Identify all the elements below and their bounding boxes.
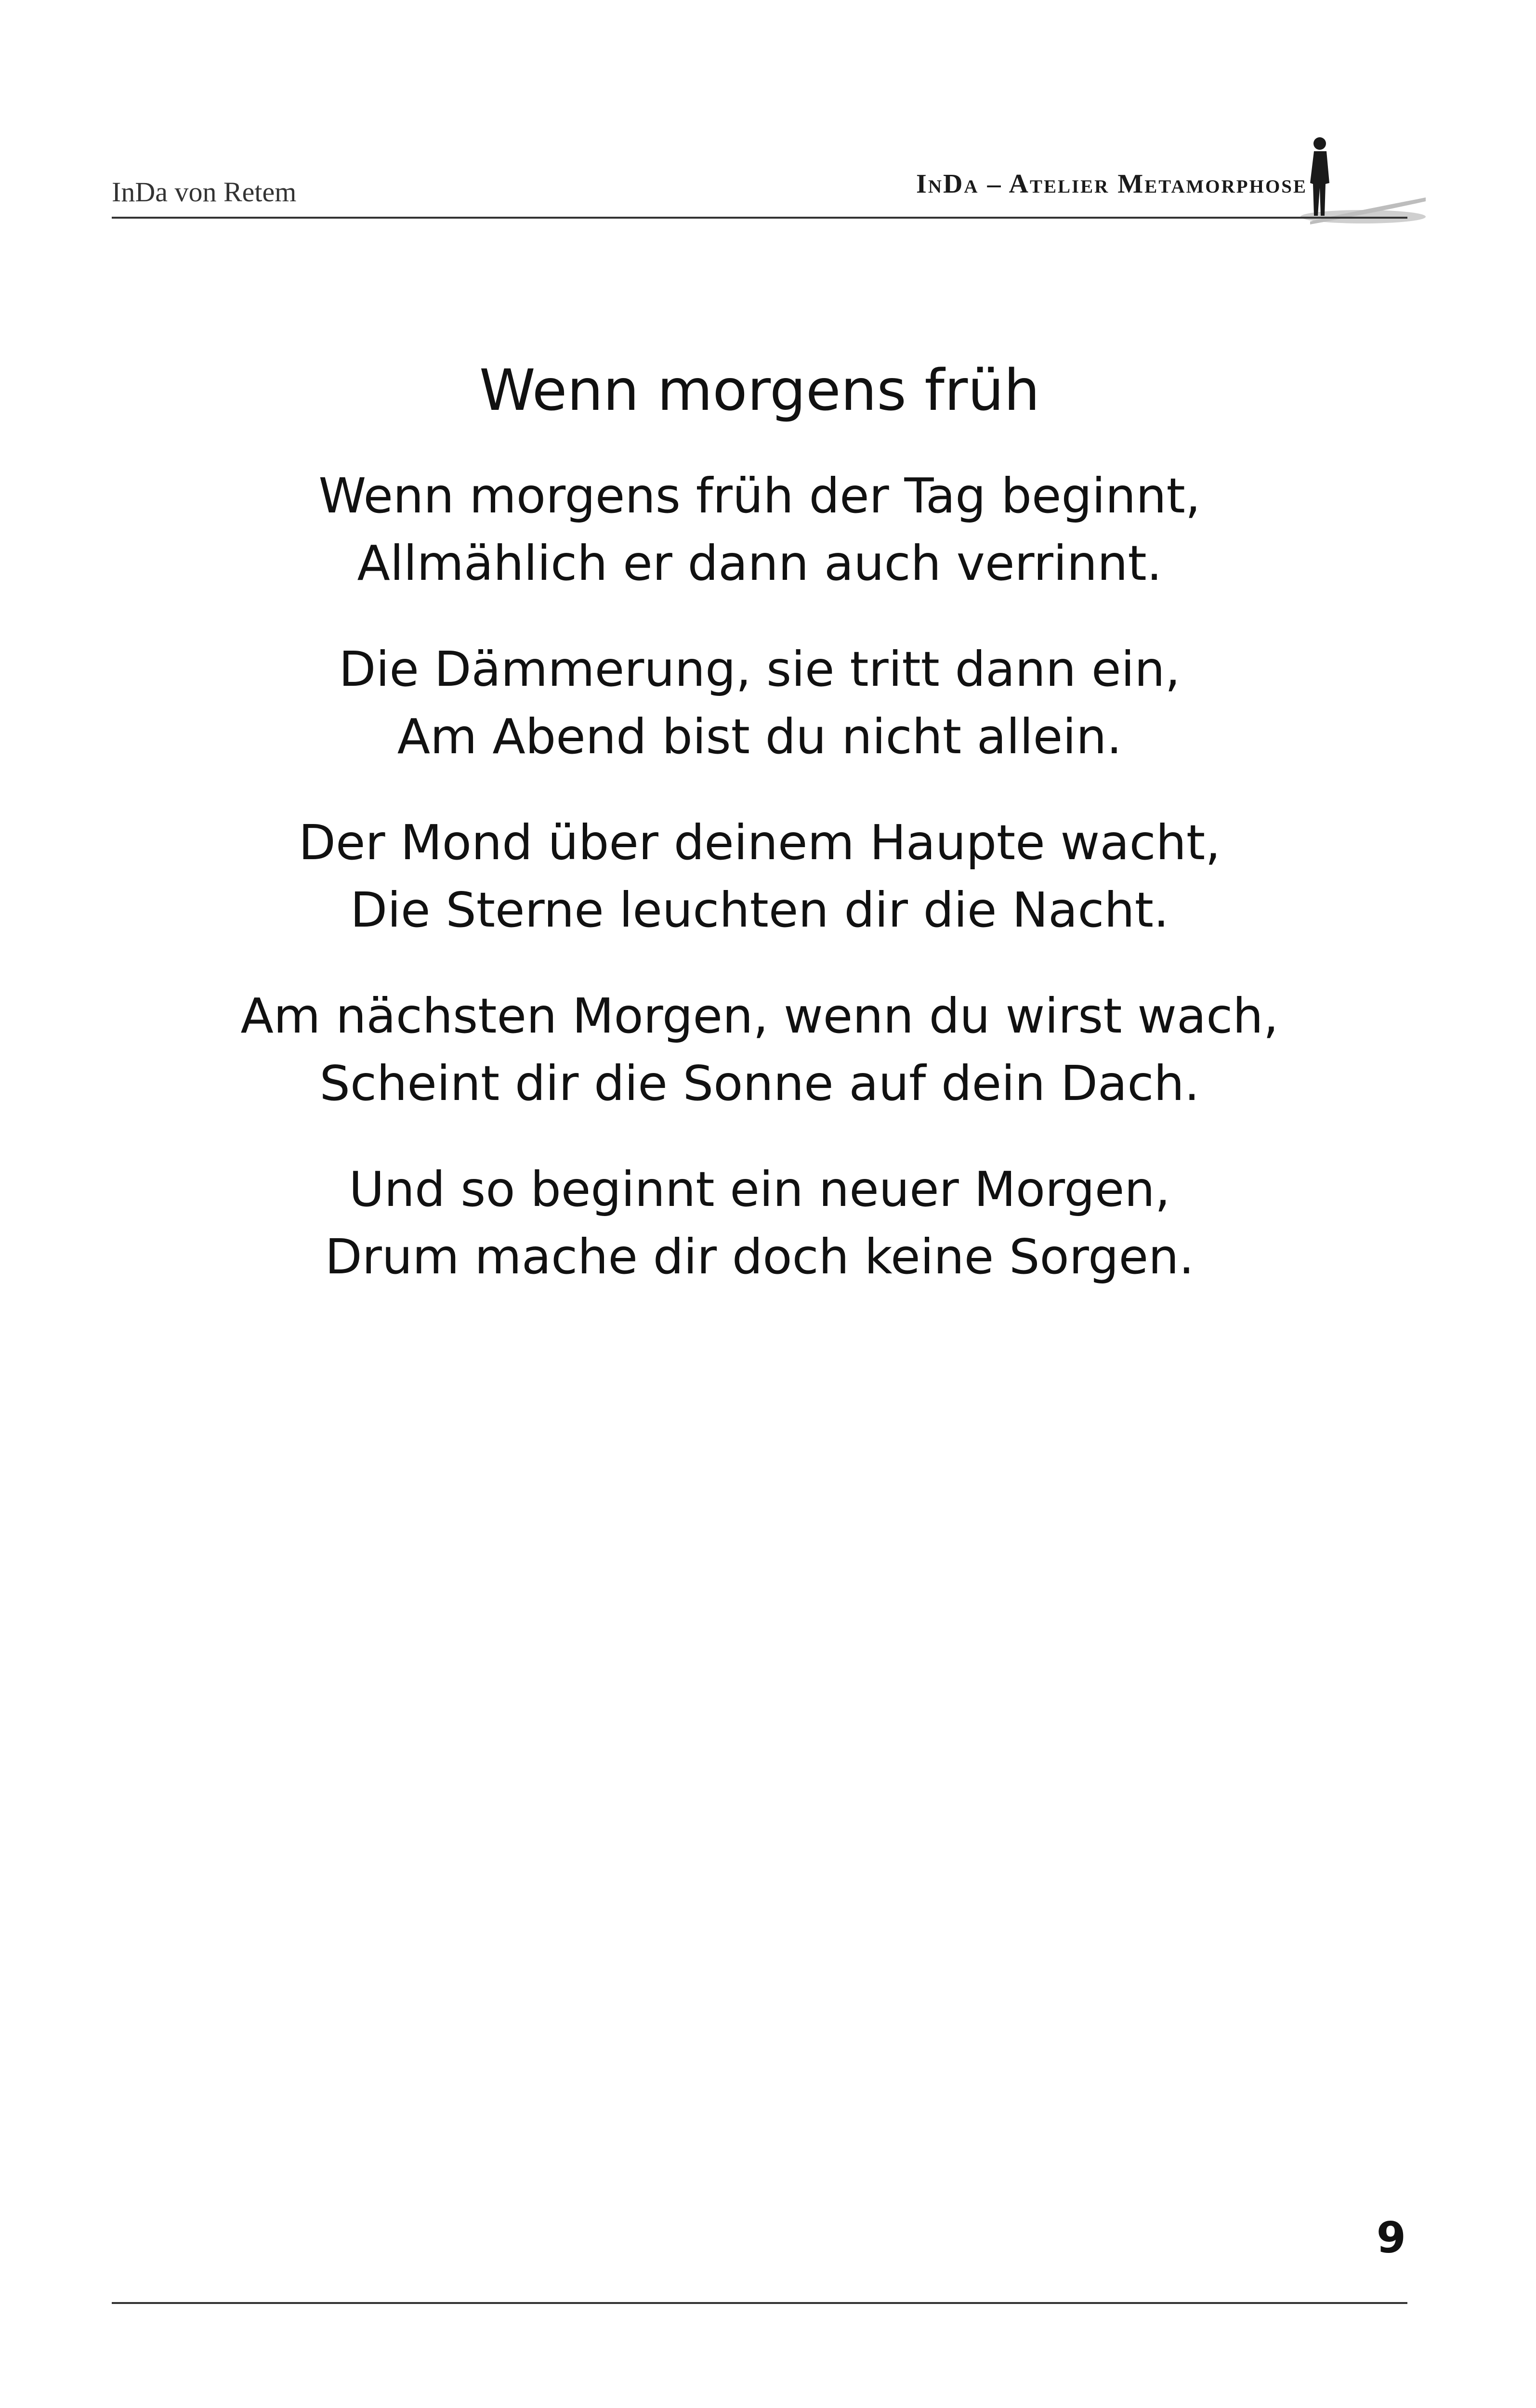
stanza — [112, 809, 1407, 944]
verse-line: Die Sterne leuchten dir die Nacht. — [350, 882, 1169, 938]
header-author: InDa von Retem — [112, 176, 297, 208]
header-series-title: InDa – Atelier Metamorphose — [916, 169, 1307, 199]
header-divider — [112, 217, 1407, 219]
verse-line: Der Mond über deinem Haupte wacht, — [299, 814, 1221, 871]
poem — [112, 352, 1407, 1329]
verse-line: Wenn morgens früh der Tag beginnt, — [318, 468, 1201, 524]
verse-line: Am nächsten Morgen, wenn du wirst wach, — [240, 988, 1279, 1044]
page-number: 9 — [1376, 2213, 1406, 2263]
verse-line: Scheint dir die Sonne auf dein Dach. — [319, 1055, 1200, 1112]
verse-line: Und so beginnt ein neuer Morgen, — [349, 1161, 1170, 1217]
poem-title: Wenn morgens früh — [479, 357, 1040, 423]
stanza — [112, 636, 1407, 771]
stanza — [112, 1156, 1407, 1291]
stanza — [112, 462, 1407, 597]
verse-line: Allmählich er dann auch verrinnt. — [357, 535, 1162, 591]
verse-line: Drum mache dir doch keine Sorgen. — [325, 1229, 1195, 1285]
verse-line: Am Abend bist du nicht allein. — [397, 708, 1122, 765]
verse-line: Die Dämmerung, sie tritt dann ein, — [339, 641, 1181, 697]
stanza — [112, 982, 1407, 1117]
footer-divider — [112, 2302, 1407, 2304]
